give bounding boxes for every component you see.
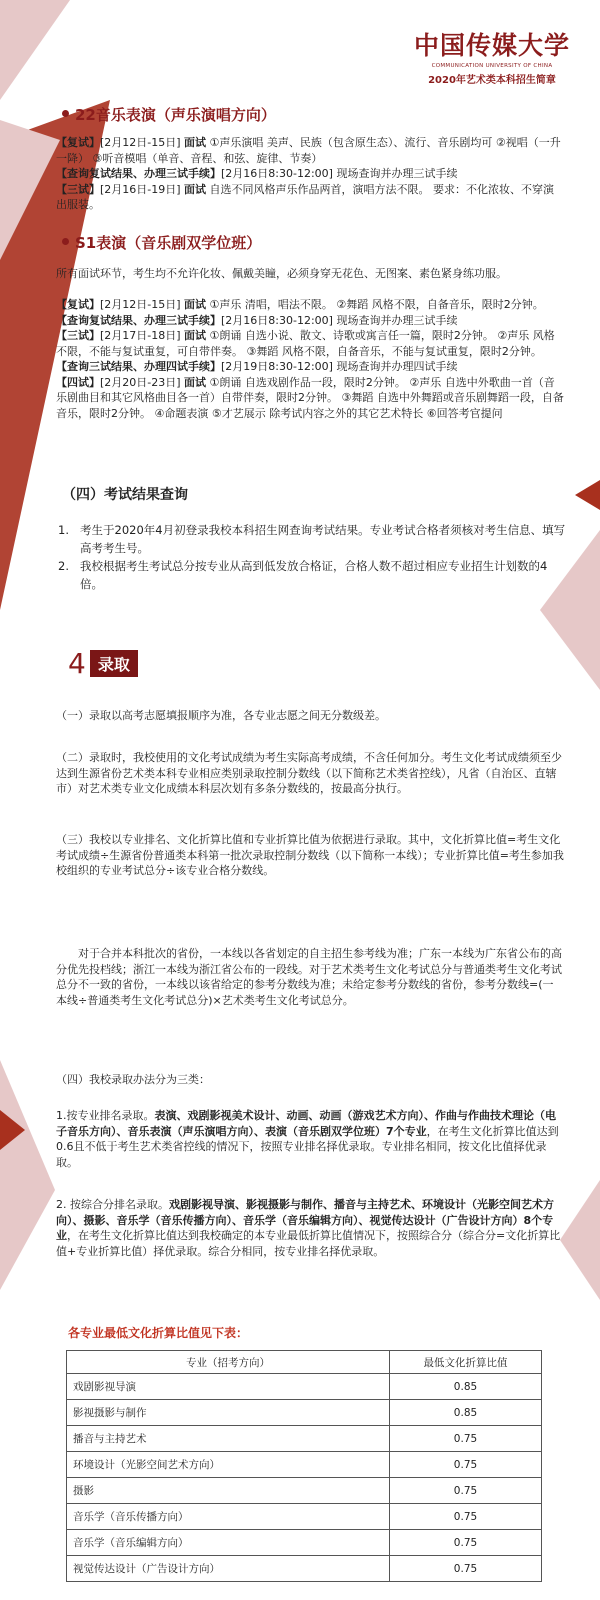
section-title-s1: S1表演（音乐剧双学位班） xyxy=(62,232,261,253)
list-item xyxy=(58,557,568,593)
table-title: 各专业最低文化折算比值见下表： xyxy=(68,1326,249,1340)
major-cell: 影视摄影与制作 xyxy=(67,1400,390,1426)
bold-text: 【查询复试结果、办理三试手续】 xyxy=(56,313,221,327)
bullet-dot-icon xyxy=(62,238,69,245)
method-text xyxy=(56,1108,564,1170)
table-row xyxy=(67,1556,542,1582)
ratio-cell: 0.85 xyxy=(390,1374,542,1400)
admission-p2: （二）录取时，我校使用的文化考试成绩为考生实际高考成绩，不含任何加分。考生文化考试成绩须至少达到生源省份艺术类本科专业相应类别录取控制分数线（以下简称艺术类省控线），凡省（自治区、直辖市）对艺术类专业文化成绩本科层次划有多条分数线的，按最高分执行。 xyxy=(56,751,562,795)
list-text: 我校根据考生考试总分按专业从高到低发放合格证，合格人数不超过相应专业招生计划数的4倍。 xyxy=(80,559,548,591)
major-cell: 环境设计（光影空间艺术方向） xyxy=(67,1452,390,1478)
bold-text: 面试 xyxy=(184,375,207,389)
bold-text: 戏剧影视导演、影视摄影与制作、播音与主持艺术、环境设计（光影空间艺术方向）、摄影、音乐学（音乐传播方向）、音乐学（音乐编辑方向）、视觉传达设计（广告设计方向）8个专业 xyxy=(56,1198,554,1242)
bold-text: 表演、戏剧影视美术设计、动画、动画（游戏艺术方向）、作曲与作曲技术理论（电子音乐方向）、音乐表演（声乐演唱方向）、表演（音乐剧双学位班）7个专业 xyxy=(56,1109,556,1138)
list-text: 考生于2020年4月初登录我校本科招生网查询考试结果。专业考试合格者须核对考生信息、填写高考考生号。 xyxy=(80,523,566,555)
list-number: 1. xyxy=(58,523,69,537)
text: [2月16日-19日] xyxy=(100,182,185,196)
text: ①朗诵 自选小说、散文、诗歌或寓言任一篇，限时2分钟。 ②声乐 风格不限，不能与复试重复，可自带伴奏。 ③舞蹈 风格不限，自备音乐，不能与复试重复，限时2分钟。 xyxy=(56,329,555,358)
major-cell: 播音与主持艺术 xyxy=(67,1426,390,1452)
bold-text: 【查询复试结果、办理三试手续】 xyxy=(56,167,221,180)
exam-stage-line xyxy=(56,297,564,313)
table-row xyxy=(67,1530,542,1556)
text: [2月16日8:30-12:00] 现场查询并办理三试手续 xyxy=(221,313,458,327)
exam-stage-line xyxy=(56,135,564,166)
section-s1-body xyxy=(56,297,564,421)
major-cell: 戏剧影视导演 xyxy=(67,1374,390,1400)
ratio-cell: 0.75 xyxy=(390,1504,542,1530)
section-s1-intro: 所有面试环节，考生均不允许化妆、佩戴美瞳，必须身穿无花色、无图案、素色紧身练功服。 xyxy=(56,267,507,280)
table-row xyxy=(67,1400,542,1426)
section-title-22: 22音乐表演（声乐演唱方向） xyxy=(62,104,276,125)
admission-p4: 对于合并本科批次的省份，一本线以各省划定的自主招生参考线为准；广东一本线为广东省公布的高分优先投档线；浙江一本线为浙江省公布的一段线。对于艺术类考生文化考试总分与普通类考生文化考试总分不一致的省份，一本线以该省给定的参考分数线为准；未给定参考分数线的省份，参考分数线=(一本线÷普通类考生文化考试总分)×艺术类考生文化考试总分。 xyxy=(56,947,562,1007)
list-item xyxy=(58,521,568,557)
admission-number: 4 xyxy=(68,647,86,680)
admission-p1: （一）录取以高考志愿填报顺序为准，各专业志愿之间无分数级差。 xyxy=(56,709,386,722)
major-cell: 视觉传达设计（广告设计方向） xyxy=(67,1556,390,1582)
table-row xyxy=(67,1452,542,1478)
text: ，在考生文化折算比值达到0.6且不低于考生艺术类省控线的情况下，按照专业排名择优录取。专业排名相同，按文化比值择优录取。 xyxy=(56,1124,559,1169)
section-22-lines xyxy=(56,135,564,213)
admission-p3: （三）我校以专业排名、文化折算比值和专业折算比值为依据进行录取。其中，文化折算比值=考生文化考试成绩÷生源省份普通类本科第一批次录取控制分数线（以下简称一本线）；专业折算比值=考生参加我校组织的专业考试总分÷该专业合格分数线。 xyxy=(56,833,564,877)
header-ratio: 最低文化折算比值 xyxy=(390,1351,542,1374)
table-row xyxy=(67,1504,542,1530)
results-list xyxy=(58,521,568,593)
table-row xyxy=(67,1478,542,1504)
university-logo xyxy=(412,26,572,86)
ratio-table xyxy=(66,1350,542,1582)
ratio-cell: 0.75 xyxy=(390,1530,542,1556)
ratio-cell: 0.75 xyxy=(390,1426,542,1452)
bold-text: 【三试】 xyxy=(56,329,100,342)
bold-text: 面试 xyxy=(184,329,207,342)
text: 自选不同风格声乐作品两首，演唱方法不限。 要求：不化浓妆、不穿演出服装。 xyxy=(56,182,555,211)
section-s1-lines xyxy=(56,297,564,421)
admission-p5: （四）我校录取办法分为三类： xyxy=(56,1073,210,1086)
exam-stage-line xyxy=(56,375,564,422)
bold-text: 【复试】 xyxy=(56,298,100,311)
bold-text: 【三试】 xyxy=(56,182,100,196)
major-cell: 音乐学（音乐编辑方向） xyxy=(67,1530,390,1556)
bold-text: 【查询三试结果、办理四试手续】 xyxy=(56,360,221,373)
bullet-dot-icon xyxy=(62,110,69,117)
brochure-title: 2020年艺术类本科招生简章 xyxy=(428,75,556,86)
text: 2. 按综合分排名录取。 xyxy=(56,1198,169,1211)
bold-text: 【复试】 xyxy=(56,136,100,149)
text: [2月12日-15日] xyxy=(100,298,185,311)
text: ，在考生文化折算比值达到我校确定的本专业最低折算比值情况下，按照综合分（综合分=文化折算比值+专业折算比值）择优录取。综合分相同，按专业排名择优录取。 xyxy=(56,1229,561,1258)
text: [2月16日8:30-12:00] 现场查询并办理三试手续 xyxy=(221,167,458,180)
text: ①声乐演唱 美声、民族（包含原生态）、流行、音乐剧均可 ②视唱（一升一降） ③听音模唱（单音、音程、和弦、旋律、节奏） xyxy=(56,136,561,165)
exam-stage-line xyxy=(56,313,564,329)
ratio-cell: 0.75 xyxy=(390,1452,542,1478)
text: ①朗诵 自选戏剧作品一段，限时2分钟。 ②声乐 自选中外歌曲一首（音乐剧曲目和其它风格曲目各一首）自带伴奏，限时2分钟。 ③舞蹈 自选中外舞蹈或音乐剧舞蹈一段，自备音乐，限时2分钟。 ④命题表演 ⑤才艺展示 除考试内容之外的其它艺术特长 ⑥回答考官提问 xyxy=(56,375,564,420)
major-cell: 摄影 xyxy=(67,1478,390,1504)
admission-method-1 xyxy=(56,1108,564,1170)
exam-stage-line xyxy=(56,328,564,359)
exam-stage-line xyxy=(56,359,564,375)
text: ①声乐 清唱，唱法不限。 ②舞蹈 风格不限，自备音乐，限时2分钟。 xyxy=(206,298,544,311)
bold-text: 面试 xyxy=(184,298,207,311)
results-title: （四）考试结果查询 xyxy=(62,487,188,503)
text: [2月20日-23日] xyxy=(100,375,185,389)
ratio-cell: 0.75 xyxy=(390,1478,542,1504)
method-text xyxy=(56,1197,564,1259)
section-22-body xyxy=(56,135,564,213)
ratio-cell: 0.85 xyxy=(390,1400,542,1426)
admission-label: 录取 xyxy=(90,650,138,677)
ratio-cell: 0.75 xyxy=(390,1556,542,1582)
table-header-row xyxy=(67,1351,542,1374)
table-row xyxy=(67,1374,542,1400)
major-cell: 音乐学（音乐传播方向） xyxy=(67,1504,390,1530)
list-number: 2. xyxy=(58,559,69,573)
table-row xyxy=(67,1426,542,1452)
bold-text: 面试 xyxy=(184,136,207,149)
admission-badge xyxy=(68,647,138,680)
text: [2月17日-18日] xyxy=(100,329,185,342)
admission-method-2 xyxy=(56,1197,564,1259)
exam-stage-line xyxy=(56,182,564,213)
bold-text: 【四试】 xyxy=(56,375,100,389)
bold-text: 面试 xyxy=(184,182,207,196)
logo-english: COMMUNICATION UNIVERSITY OF CHINA xyxy=(431,63,553,69)
text: 1.按专业排名录取。 xyxy=(56,1109,155,1122)
header-major: 专业（招考方向） xyxy=(67,1351,390,1374)
text: [2月12日-15日] xyxy=(100,136,185,149)
logo-chinese: 中国传媒大学 xyxy=(413,31,570,60)
text: [2月19日8:30-12:00] 现场查询并办理四试手续 xyxy=(221,360,458,373)
exam-stage-line xyxy=(56,166,564,182)
